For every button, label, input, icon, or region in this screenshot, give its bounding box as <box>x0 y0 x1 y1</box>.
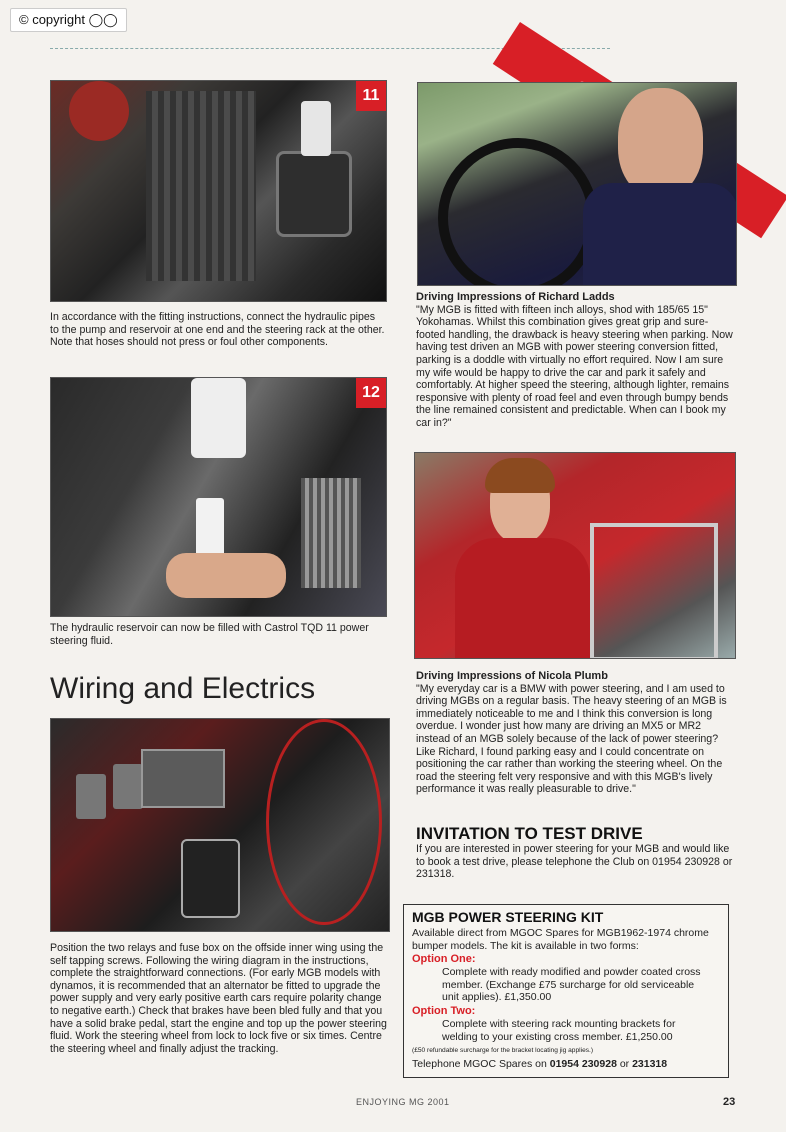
kit-note: (£50 refundable surcharge for the bracket locating jig applies.) <box>412 1047 594 1054</box>
pump-shape <box>69 81 129 141</box>
copyright-logo-icon: ◯◯ <box>88 12 118 27</box>
option-two-label: Option Two: <box>412 1005 476 1017</box>
wiring-photo <box>50 718 390 932</box>
caption-hydraulic-pipes: In accordance with the fitting instructions, connect the hydraulic pipes to the pump and reservoir at one end and the steering rack at the other. Note that hoses should not press or foul other components. <box>50 311 385 349</box>
reservoir-fill-photo <box>50 377 387 617</box>
page-number: 23 <box>723 1096 736 1108</box>
page-edge <box>786 0 800 1132</box>
reservoir-shape <box>196 498 224 558</box>
step-number-badge: 11 <box>356 81 386 111</box>
invitation-body: If you are interested in power steering for your MGB and would like to book a test drive, please telephone the Club on 01954 230928 or 231318. <box>416 843 733 881</box>
windscreen-frame-shape <box>590 523 718 659</box>
oil-filter-shape <box>181 839 240 918</box>
footer-publication: ENJOYING MG 2001 <box>356 1097 450 1107</box>
impression-body: "My MGB is fitted with fifteen inch alloys, shod with 185/65 15" Yokohamas. Whilst this combination gives great grip and sure-footed handling, the drawback is heavy steering when parking. Now having test driven an MGB with power steering conversion fitted, parking is a doddle with virtually no effort required. Now I am sure my wife would be happy to drive the car and park it safely and comfortably. At higher speed the steering, although lighter, remains responsive with plenty of road feel and even through bumpy bends the line remained consistent and predictable. When can I book my car in?" <box>416 303 733 429</box>
option-two-text: Complete with steering rack mounting brackets for welding to your existing cross member. £1,250.00 <box>442 1018 676 1043</box>
kit-box <box>403 904 729 1078</box>
hand-shape <box>166 553 286 598</box>
kit-telephone-line: Telephone MGOC Spares on 01954 230928 or 231318 <box>412 1058 668 1070</box>
fluid-bottle-shape <box>191 378 246 458</box>
kit-intro-line: Available direct from MGOC Spares for MGB1962-1974 chrome <box>412 927 709 939</box>
copyright-watermark: © copyright ◯◯ <box>10 8 127 32</box>
steering-wheel-shape <box>438 138 598 286</box>
richard-driving-photo <box>417 82 737 286</box>
radiator-shape <box>146 91 256 281</box>
option-one-label: Option One: <box>412 953 476 965</box>
option-one-text: Complete with ready modified and powder coated cross member. (Exchange £75 surcharge for old serviceable unit applies). £1,350.00 <box>442 966 701 1004</box>
impression-heading: Driving Impressions of Nicola Plumb <box>416 670 608 682</box>
driver-head-shape <box>618 88 703 198</box>
relay-shape <box>113 764 143 809</box>
radiator-grille-shape <box>301 478 361 588</box>
red-wire-shape <box>266 719 382 925</box>
impression-richard <box>416 291 736 430</box>
control-box-shape <box>141 749 225 808</box>
alternator-shape <box>276 151 352 237</box>
impression-heading: Driving Impressions of Richard Ladds <box>416 291 615 303</box>
engine-hoses-photo <box>50 80 387 302</box>
driver-jacket-shape <box>455 538 590 658</box>
kit-intro-line: bumper models. The kit is available in two forms: <box>412 940 639 952</box>
section-heading: Wiring and Electrics <box>50 672 316 705</box>
impression-nicola <box>416 670 736 796</box>
kit-title: MGB POWER STEERING KIT <box>412 909 604 925</box>
invitation-heading: INVITATION TO TEST DRIVE <box>416 824 643 843</box>
driver-hair-shape <box>485 458 555 493</box>
caption-wiring: Position the two relays and fuse box on the offside inner wing using the self tapping screws. Following the wiring diagram in the instructions, complete the straightforward connections. (For early MGB models with dynamos, it is recommended that an alternator be fitted to upgrade the power supply and very early positive earth cars require polarity change to negative earth.) Check that brakes have been bled fully and that you have a solid brake pedal, start the engine and top up the power steering fluid. Work the steering wheel from lock to lock five or six times. Centre the steering wheel and finally adjust the tracking. <box>50 942 387 1055</box>
driver-body-shape <box>583 183 737 286</box>
impression-body: "My everyday car is a BMW with power steering, and I am used to driving MGBs on a regular basis. The heavy steering of an MGB is immediately noticeable to me and I think this conversion is long overdue. I wonder just how many are driving an MX5 or MR2 instead of an MGB solely because of the lack of power steering? Like Richard, I found parking easy and I could concentrate on positioning the car rather than working the steering wheel. On the road the steering felt very responsive and with this MGB's lively performance it was really pleasurable to drive." <box>416 682 727 796</box>
reservoir-shape <box>301 101 331 156</box>
nicola-driving-photo <box>414 452 736 659</box>
caption-reservoir: The hydraulic reservoir can now be filled with Castrol TQD 11 power steering fluid. <box>50 622 369 647</box>
step-number-badge: 12 <box>356 378 386 408</box>
relay-shape <box>76 774 106 819</box>
